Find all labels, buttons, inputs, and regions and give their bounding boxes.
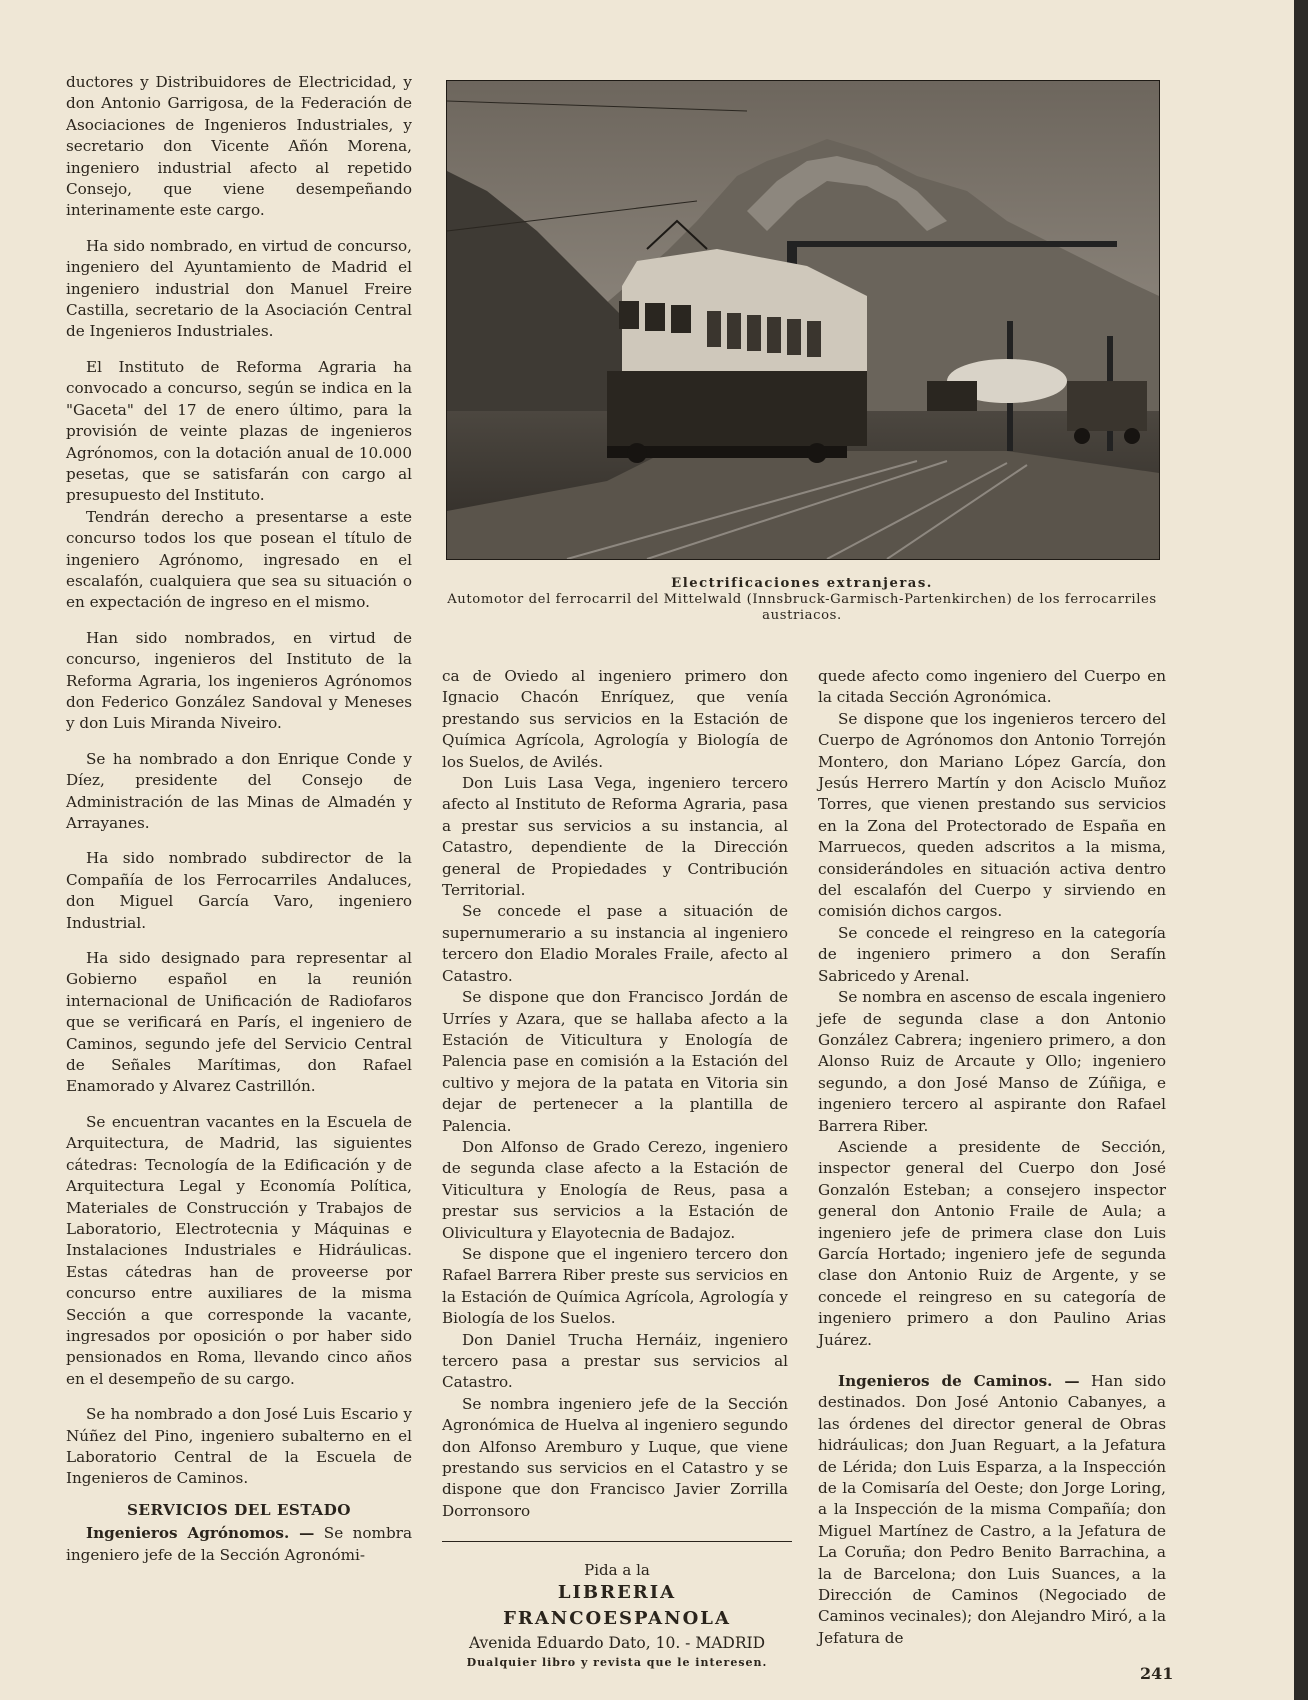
divider (442, 1541, 792, 1542)
paragraph-text: Se nombra ingeniero jefe de la Sección Agronómi- (66, 1524, 412, 1564)
figure-caption (440, 576, 1164, 624)
paragraph: Se ha nombrado a don José Luis Escario y Núñez del Pino, ingeniero subalterno en el Laboratorio Central de la Escuela de Ingenieros de Caminos. (66, 1405, 412, 1488)
paragraph: Ha sido designado para representar al Gobierno español en la reunión internacional de Unificación de Radiofaros que se verificará en París, el ingeniero de Caminos, segundo jefe del Servicio Central de Señales Marítimas, don Rafael Enamorado y Alvarez Castrillón. (66, 949, 412, 1096)
ad-tagline: Dualquier libro y revista que le interesen. (466, 1656, 768, 1669)
paragraph: quede afecto como ingeniero del Cuerpo en la citada Sección Agronómica. (818, 667, 1166, 707)
run-in-heading: Ingenieros de Caminos. — (838, 1372, 1080, 1390)
run-in-heading: Ingenieros Agrónomos. — (86, 1524, 315, 1543)
paragraph: Tendrán derecho a presentarse a este concurso todos los que posean el título de ingeniero Agrónomo, ingresado en el escalafón, cualquiera que sea su situación o en expectación de ingreso en el mismo. (66, 507, 412, 612)
paragraph: Se dispone que el ingeniero tercero don Rafael Barrera Riber preste sus servicios en la Estación de Química Agrícola, Agrología y Biología de los Suelos. (442, 1244, 788, 1328)
paragraph: Don Luis Lasa Vega, ingeniero tercero afecto al Instituto de Reforma Agraria, pasa a prestar sus servicios a su instancia, al Catastro, dependiente de la Dirección general de Propiedades y Contribución Territorial. (442, 774, 788, 900)
paragraph: Se dispone que los ingenieros tercero del Cuerpo de Agrónomos don Antonio Torrejón Montero, don Mariano López García, don Jesús Herrero Martín y don Acisclo Muñoz Torres, que vienen prestando sus servicios en la Zona del Protectorado de España en Marruecos, queden adscritos a la misma, considerándoles en situación activa dentro del escalafón del Cuerpo y sirviendo en comisión dichos cargos. (818, 709, 1166, 921)
column-middle (442, 666, 788, 1522)
paragraph: Ha sido nombrado, en virtud de concurso, ingeniero del Ayuntamiento de Madrid el ingeniero industrial don Manuel Freire Castilla, secretario de la Asociación Central de Ingenieros Industriales. (66, 236, 412, 341)
paragraph: Se encuentran vacantes en la Escuela de Arquitectura, de Madrid, las siguientes cátedras: Tecnología de la Edificación y de Arquitectura Legal y Economía Política, Materiales de Construcción y Trabajos de Laboratorio, Electrotecnia y Máquinas e Instalaciones Industriales e Hidráulicas. Estas cátedras han de proveerse por concurso entre auxiliares de la misma Sección a que corresponde la vacante, ingresados por oposición o por haber sido pensionados en Roma, llevando cinco años en el desempeño de su cargo. (66, 1112, 412, 1388)
paragraph: ductores y Distribuidores de Electricidad, y don Antonio Garrigosa, de la Federación de Asociaciones de Ingenieros Industriales, y secretario don Vicente Añón Morena, ingeniero industrial afecto al repetido Consejo, que viene desempeñando interinamente este cargo. (66, 73, 412, 220)
paragraph-text: Han sido destinados. Don José Antonio Cabanyes, a las órdenes del director general de Obras hidráulicas; don Juan Reguart, a la Jefatura de Lérida; don Luis Esparza, a la Inspección de la Comisaría del Oeste; don Jorge Loring, a la Inspección de la misma Compañía; don Miguel Martínez de Castro, a la Jefatura de La Coruña; don Pedro Benito Barrachina, a la de Barcelona; don Luis Suances, a la Dirección de Caminos (Negociado de Caminos vecinales); don Alejandro Miró, a la Jefatura de (818, 1372, 1166, 1647)
ad-line-1: Pida a la (584, 1561, 650, 1579)
page-edge (1294, 0, 1308, 1700)
train-photograph (446, 80, 1160, 560)
paragraph: Ha sido nombrado subdirector de la Compañía de los Ferrocarriles Andaluces, don Miguel García Varo, ingeniero Industrial. (66, 849, 412, 932)
bookshop-advertisement (442, 1541, 792, 1672)
paragraph: Se concede el pase a situación de supernumerario a su instancia al ingeniero tercero don Eladio Morales Fraile, afecto al Catastro. (442, 902, 788, 985)
paragraph: Se dispone que don Francisco Jordán de Urríes y Azara, que se hallaba afecto a la Estación de Viticultura y Enología de Palencia pase en comisión a la Estación del cultivo y mejora de la patata en Vitoria sin dejar de pertenecer a la plantilla de Palencia. (442, 988, 788, 1135)
paragraph: Se nombra en ascenso de escala ingeniero jefe de segunda clase a don Antonio González Cabrera; ingeniero primero, a don Alonso Ruiz de Arcaute y Ollo; ingeniero segundo, a don José Manso de Zúñiga, e ingeniero tercero al aspirante don Rafael Barrera Riber. (818, 988, 1166, 1135)
paragraph: El Instituto de Reforma Agraria ha convocado a concurso, según se indica en la "Gaceta" del 17 de enero último, para la provisión de veinte plazas de ingenieros Agrónomos, con la dotación anual de 10.000 pesetas, que se satisfarán con cargo al presupuesto del Instituto. (66, 357, 412, 505)
paragraph: Se nombra ingeniero jefe de la Sección Agronómica de Huelva al ingeniero segundo don Alfonso Aremburo y Luque, que viene prestando sus servicios en el Catastro y se dispone que don Francisco Javier Zorrilla Dorronsoro (442, 1394, 788, 1520)
caption-title: Electrificaciones extranjeras. (671, 576, 933, 591)
section-heading: SERVICIOS DEL ESTADO (126, 1500, 352, 1519)
ad-bookshop-name: LIBRERIA FRANCOESPANOLA (503, 1582, 731, 1629)
paragraph: ca de Oviedo al ingeniero primero don Ignacio Chacón Enríquez, que venía prestando sus servicios en la Estación de Química Agrícola, Agrología y Biología de los Suelos, de Avilés. (442, 667, 788, 771)
paragraph: Don Daniel Trucha Hernáiz, ingeniero tercero pasa a prestar sus servicios al Catastro. (442, 1330, 788, 1392)
paragraph (66, 1523, 412, 1566)
column-right (818, 666, 1166, 1649)
train-photo-illustration (447, 81, 1159, 559)
caption-text: Automotor del ferrocarril del Mittelwald (Innsbruck-Garmisch-Partenkirchen) de los ferrocarriles austriacos. (447, 592, 1157, 623)
paragraph: Se concede el reingreso en la categoría de ingeniero primero a don Serafín Sabricedo y Arenal. (818, 923, 1166, 985)
ad-address: Avenida Eduardo Dato, 10. - MADRID (468, 1634, 766, 1652)
paragraph: Se ha nombrado a don Enrique Conde y Díez, presidente del Consejo de Administración de las Minas de Almadén y Arrayanes. (66, 749, 412, 832)
column-left (66, 72, 412, 1566)
paragraph (818, 1371, 1166, 1649)
paragraph: Asciende a presidente de Sección, inspector general del Cuerpo don José Gonzalón Esteban; a consejero inspector general don Antonio Fraile de Aula; a ingeniero jefe de primera clase don Luis García Hortado; ingeniero jefe de segunda clase don Antonio Ruiz de Argente, y se concede el reingreso en su categoría de ingeniero primero a don Paulino Arias Juárez. (818, 1137, 1166, 1349)
paragraph: Don Alfonso de Grado Cerezo, ingeniero de segunda clase afecto a la Estación de Viticultura y Enología de Reus, pasa a prestar sus servicios a la Estación de Olivicultura y Elayotecnia de Badajoz. (442, 1137, 788, 1242)
page-number: 241 (1140, 1664, 1174, 1683)
paragraph: Han sido nombrados, en virtud de concurso, ingenieros del Instituto de la Reforma Agraria, los ingenieros Agrónomos don Federico González Sandoval y Meneses y don Luis Miranda Niveiro. (66, 628, 412, 733)
